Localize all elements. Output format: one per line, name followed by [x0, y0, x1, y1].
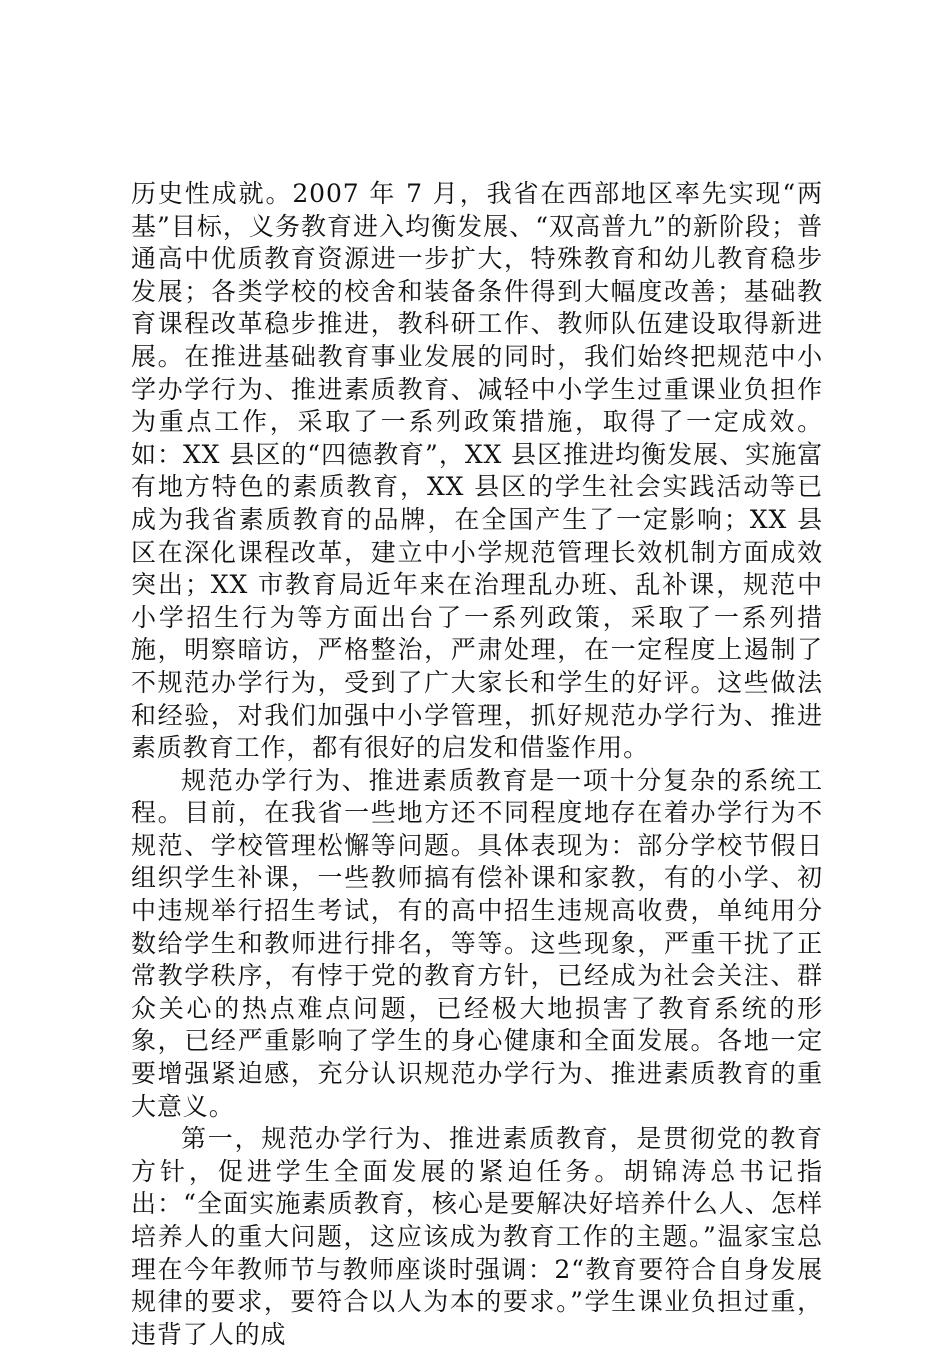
paragraph-1: 历史性成就。2007 年 7 月，我省在西部地区率先实现“两基”目标，义务教育进入均衡发展、“双高普九”的新阶段；普通高中优质教育资源进一步扩大，特殊教育和幼儿教育稳步发展；各类学校的校舍和装备条件得到大幅度改善；基础教育课程改革稳步推进，教科研工作、教师队伍建设取得新进展。在推进基础教育事业发展的同时，我们始终把规范中小学办学行为、推进素质教育、减轻中小学生过重课业负担作为重点工作，采取了一系列政策措施，取得了一定成效。如：XX 县区的“四德教育”，XX 县区推进均衡发展、实施富有地方特色的素质教育，XX 县区的学生社会实践活动等已成为我省素质教育的品牌，在全国产生了一定影响；XX 县区在深化课程改革，建立中小学规范管理长效机制方面成效突出；XX 市教育局近年来在治理乱办班、乱补课，规范中小学招生行为等方面出台了一系列政策，采取了一系列措施，明察暗访，严格整治，严肃处理，在一定程度上遏制了不规范办学行为，受到了广大家长和学生的好评。这些做法和经验，对我们加强中小学管理，抓好规范办学行为、推进素质教育工作，都有很好的启发和借鉴作用。 — [131, 179, 823, 763]
paragraph-2: 规范办学行为、推进素质教育是一项十分复杂的系统工程。目前，在我省一些地方还不同程度地存在着办学行为不规范、学校管理松懈等问题。具体表现为：部分学校节假日组织学生补课，一些教师搞有偿补课和家教，有的小学、初中违规举行招生考试，有的高中招生违规高收费，单纯用分数给学生和教师进行排名，等等。这些现象，严重干扰了正常教学秩序，有悖于党的教育方针，已经成为社会关注、群众关心的热点难点问题，已经极大地损害了教育系统的形象，已经严重影响了学生的身心健康和全面发展。各地一定要增强紧迫感，充分认识规范办学行为、推进素质教育的重大意义。 — [131, 765, 823, 1121]
document-body — [131, 178, 823, 1351]
paragraph-3: 第一，规范办学行为、推进素质教育，是贯彻党的教育方针，促进学生全面发展的紧迫任务。胡锦涛总书记指出：“全面实施素质教育，核心是要解决好培养什么人、怎样培养人的重大问题，这应该成为教育工作的主题。”温家宝总理在今年教师节与教师座谈时强调：2“教育要符合自身发展规律的要求，要符合以人为本的要求。”学生课业负担过重，违背了人的成 — [131, 1124, 823, 1349]
